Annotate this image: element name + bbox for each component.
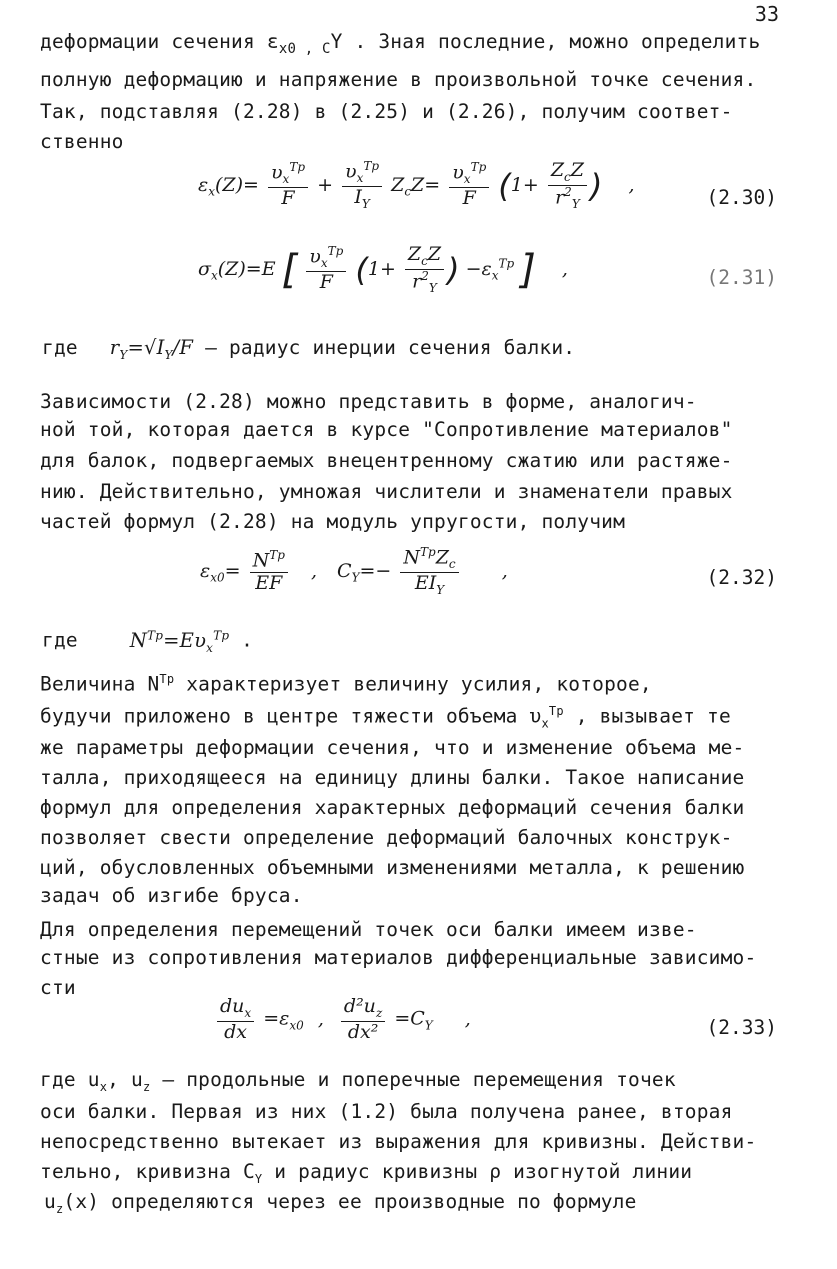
- symbol: EF: [255, 571, 283, 594]
- symbol: x: [208, 184, 215, 199]
- symbol: =: [394, 1007, 411, 1030]
- text-run: деформации сечения ε: [40, 30, 279, 53]
- symbol: (: [498, 166, 511, 205]
- symbol: c: [448, 557, 456, 572]
- text-run: z: [142, 1079, 151, 1094]
- text-run: u: [44, 1190, 56, 1213]
- symbol: r: [412, 269, 422, 292]
- text-run: будучи приложено в центре тяжести объема υ: [40, 704, 542, 728]
- text-line: Так, подставляя (2.28) в (2.25) и (2.26), получим соответ-: [40, 100, 733, 123]
- text-line: Для определения перемещений точек оси балки имеем изве-: [40, 918, 697, 941]
- symbol: ): [589, 166, 603, 205]
- symbol: 1+: [510, 173, 539, 196]
- symbol: [: [281, 246, 298, 293]
- text-run: Y . Зная последние, можно определить: [330, 30, 761, 53]
- symbol: ,: [317, 1007, 324, 1030]
- text-run: – радиус инерции сечения балки.: [193, 336, 576, 359]
- symbol: F: [281, 187, 295, 210]
- text-run: .: [229, 628, 254, 652]
- symbol: x: [491, 268, 499, 283]
- symbol: Тр: [327, 244, 344, 259]
- symbol: Y: [424, 1018, 433, 1033]
- fraction: [405, 244, 444, 296]
- symbol: r: [555, 185, 565, 208]
- symbol: (Z)=E: [217, 257, 276, 280]
- symbol: Z: [570, 159, 584, 181]
- symbol: F: [319, 271, 333, 294]
- symbol: Z: [427, 243, 442, 265]
- text-line: [44, 1190, 637, 1216]
- text-line: стные из сопротивления материалов дифференциальные зависимо-: [40, 946, 757, 969]
- symbol: Y: [571, 196, 580, 211]
- text-line: задач об изгибе бруса.: [40, 884, 303, 907]
- symbol: x: [356, 171, 364, 186]
- text-line: талла, приходящееся на единицу длины балки. Такое написание: [40, 766, 745, 789]
- symbol: Y: [119, 347, 128, 362]
- symbol: Z: [407, 243, 422, 265]
- symbol: υ: [345, 160, 357, 183]
- text-run: Величина N: [40, 672, 160, 696]
- symbol: r: [109, 336, 120, 359]
- fraction: [306, 245, 346, 294]
- text-line: [40, 1068, 676, 1094]
- symbol: z: [375, 1005, 383, 1020]
- symbol: Z: [391, 173, 405, 196]
- text-run: где: [42, 336, 78, 359]
- symbol: 2: [564, 184, 572, 199]
- symbol: =−: [359, 559, 392, 582]
- text-run: и радиус кривизны ρ изогнутой линии: [262, 1160, 693, 1183]
- symbol: c: [404, 184, 412, 199]
- symbol: I: [354, 185, 362, 208]
- text-run: тельно, кривизна C: [40, 1160, 255, 1183]
- symbol: Тр: [498, 256, 515, 271]
- equation-number: (2.30): [706, 186, 777, 209]
- symbol: 1+: [367, 257, 396, 280]
- symbol: υ: [270, 161, 283, 184]
- text-line: Зависимости (2.28) можно представить в форме, аналогич-: [40, 390, 697, 413]
- symbol: x0: [210, 570, 225, 585]
- text-line: же параметры деформации сечения, что и изменение объема ме-: [40, 736, 745, 759]
- symbol: Тр: [269, 547, 285, 562]
- symbol: Тр: [470, 160, 487, 175]
- symbol: Y: [428, 280, 437, 295]
- symbol: x: [463, 172, 471, 187]
- text-run: характеризует величину усилия, которое,: [174, 672, 652, 696]
- symbol: Z: [550, 159, 565, 181]
- text-line: сти: [40, 976, 76, 999]
- equation-number: (2.31): [706, 266, 777, 289]
- symbol: υ: [452, 161, 464, 184]
- text-line: полную деформацию и напряжение в произвольной точке сечения.: [40, 68, 757, 91]
- symbol: x0: [289, 1018, 304, 1033]
- text-line: для балок, подвергаемых внецентренному сжатию или растяже-: [40, 449, 733, 472]
- symbol: N: [129, 628, 148, 652]
- symbol: Тр: [289, 160, 306, 175]
- fraction: [400, 546, 458, 598]
- symbol: ε: [481, 257, 492, 280]
- symbol: x: [210, 268, 218, 283]
- symbol: Z: [435, 546, 449, 569]
- symbol: =: [424, 173, 441, 196]
- text-line: позволяет свести определение деформаций балочных конструк-: [40, 826, 733, 849]
- fraction: [268, 161, 308, 210]
- page-number: 33: [754, 2, 779, 26]
- formula: [129, 628, 230, 655]
- equation-2-31: [198, 244, 568, 296]
- symbol: x: [282, 172, 290, 187]
- text-line: [40, 1160, 692, 1186]
- text-run: Y: [254, 1171, 263, 1186]
- text-line: [40, 704, 731, 730]
- symbol: Y: [351, 570, 360, 585]
- symbol: υ: [309, 245, 321, 268]
- symbol: /F: [172, 336, 194, 359]
- symbol: ,: [310, 559, 317, 582]
- text-run: z: [55, 1201, 64, 1216]
- symbol: ,: [628, 173, 635, 196]
- symbol: ,: [561, 257, 568, 280]
- text-run: Тр: [159, 672, 175, 686]
- text-line: оси балки. Первая из них (1.2) была получена ранее, вторая: [40, 1100, 733, 1123]
- symbol: ε: [198, 173, 209, 196]
- symbol: ): [447, 250, 460, 289]
- text-line: ной той, которая дается в курсе "Сопротивление материалов": [40, 418, 733, 441]
- symbol: dx²: [347, 1020, 379, 1043]
- text-line: [40, 30, 760, 57]
- symbol: ]: [520, 246, 536, 293]
- fraction: [217, 996, 254, 1043]
- symbol: F: [462, 187, 476, 210]
- equation-2-32: [200, 546, 508, 598]
- text-run: , вызывает те: [563, 704, 731, 728]
- symbol: N: [252, 549, 270, 572]
- text-line: частей формул (2.28) на модуль упругости, получим: [40, 510, 626, 533]
- fraction: [548, 160, 587, 212]
- symbol: (Z)=: [214, 173, 259, 196]
- symbol: (: [355, 250, 368, 289]
- text-run: Тр: [548, 704, 564, 718]
- text-line: [42, 336, 575, 362]
- text-run: x: [541, 716, 549, 731]
- symbol: EI: [414, 571, 437, 594]
- symbol: dx: [224, 1020, 248, 1043]
- symbol: x: [244, 1005, 252, 1020]
- symbol: ,: [464, 1007, 471, 1030]
- symbol: =Eυ: [163, 628, 207, 652]
- symbol: ε: [200, 559, 211, 582]
- text-line: [42, 628, 253, 654]
- fraction: [250, 549, 288, 595]
- equation-number: (2.33): [706, 1016, 777, 1039]
- text-line: формул для определения характерных деформаций сечения балки: [40, 796, 745, 819]
- symbol: −: [465, 257, 482, 280]
- text-run: где u: [40, 1068, 100, 1091]
- symbol: x: [206, 640, 214, 655]
- symbol: Тр: [147, 628, 164, 642]
- equation-2-33: [214, 996, 471, 1043]
- symbol: C: [410, 1007, 425, 1030]
- fraction: [449, 161, 489, 210]
- text-run: где: [42, 628, 78, 652]
- text-line: непосредственно вытекает из выражения для кривизны. Действи-: [40, 1130, 757, 1153]
- symbol: Тр: [420, 545, 436, 559]
- symbol: =√I: [127, 336, 165, 359]
- symbol: d²u: [343, 995, 376, 1017]
- text-line: ственно: [40, 130, 124, 153]
- symbol: c: [564, 169, 571, 184]
- symbol: N: [403, 546, 421, 569]
- text-run: , u: [107, 1068, 143, 1091]
- text-line: ций, обусловленных объемными изменениями металла, к решению: [40, 856, 745, 879]
- text-line: [40, 672, 652, 696]
- fraction: [342, 160, 382, 212]
- symbol: du: [220, 995, 245, 1017]
- symbol: ε: [279, 1007, 290, 1030]
- symbol: ,: [501, 559, 508, 582]
- text-run: x0 , C: [278, 40, 331, 57]
- formula: [109, 336, 194, 362]
- symbol: 2: [421, 268, 429, 283]
- text-line: нию. Действительно, умножая числители и знаменатели правых: [40, 480, 733, 503]
- equation-number: (2.32): [706, 566, 777, 589]
- symbol: =: [263, 1007, 280, 1030]
- text-run: (x) определяются через ее производные по формуле: [63, 1190, 637, 1213]
- symbol: c: [421, 253, 428, 268]
- symbol: C: [337, 559, 352, 582]
- symbol: x: [320, 256, 328, 271]
- symbol: σ: [198, 257, 211, 280]
- symbol: Y: [436, 582, 445, 597]
- text-run: x: [99, 1079, 108, 1094]
- symbol: Тр: [363, 159, 380, 173]
- symbol: =: [224, 559, 241, 582]
- symbol: Z: [411, 173, 425, 196]
- equation-2-30: [198, 160, 635, 212]
- fraction: [341, 996, 385, 1043]
- symbol: Y: [361, 196, 370, 211]
- symbol: Тр: [213, 628, 230, 642]
- symbol: Y: [164, 347, 173, 362]
- text-run: – продольные и поперечные перемещения точек: [150, 1068, 676, 1091]
- symbol: +: [317, 173, 333, 196]
